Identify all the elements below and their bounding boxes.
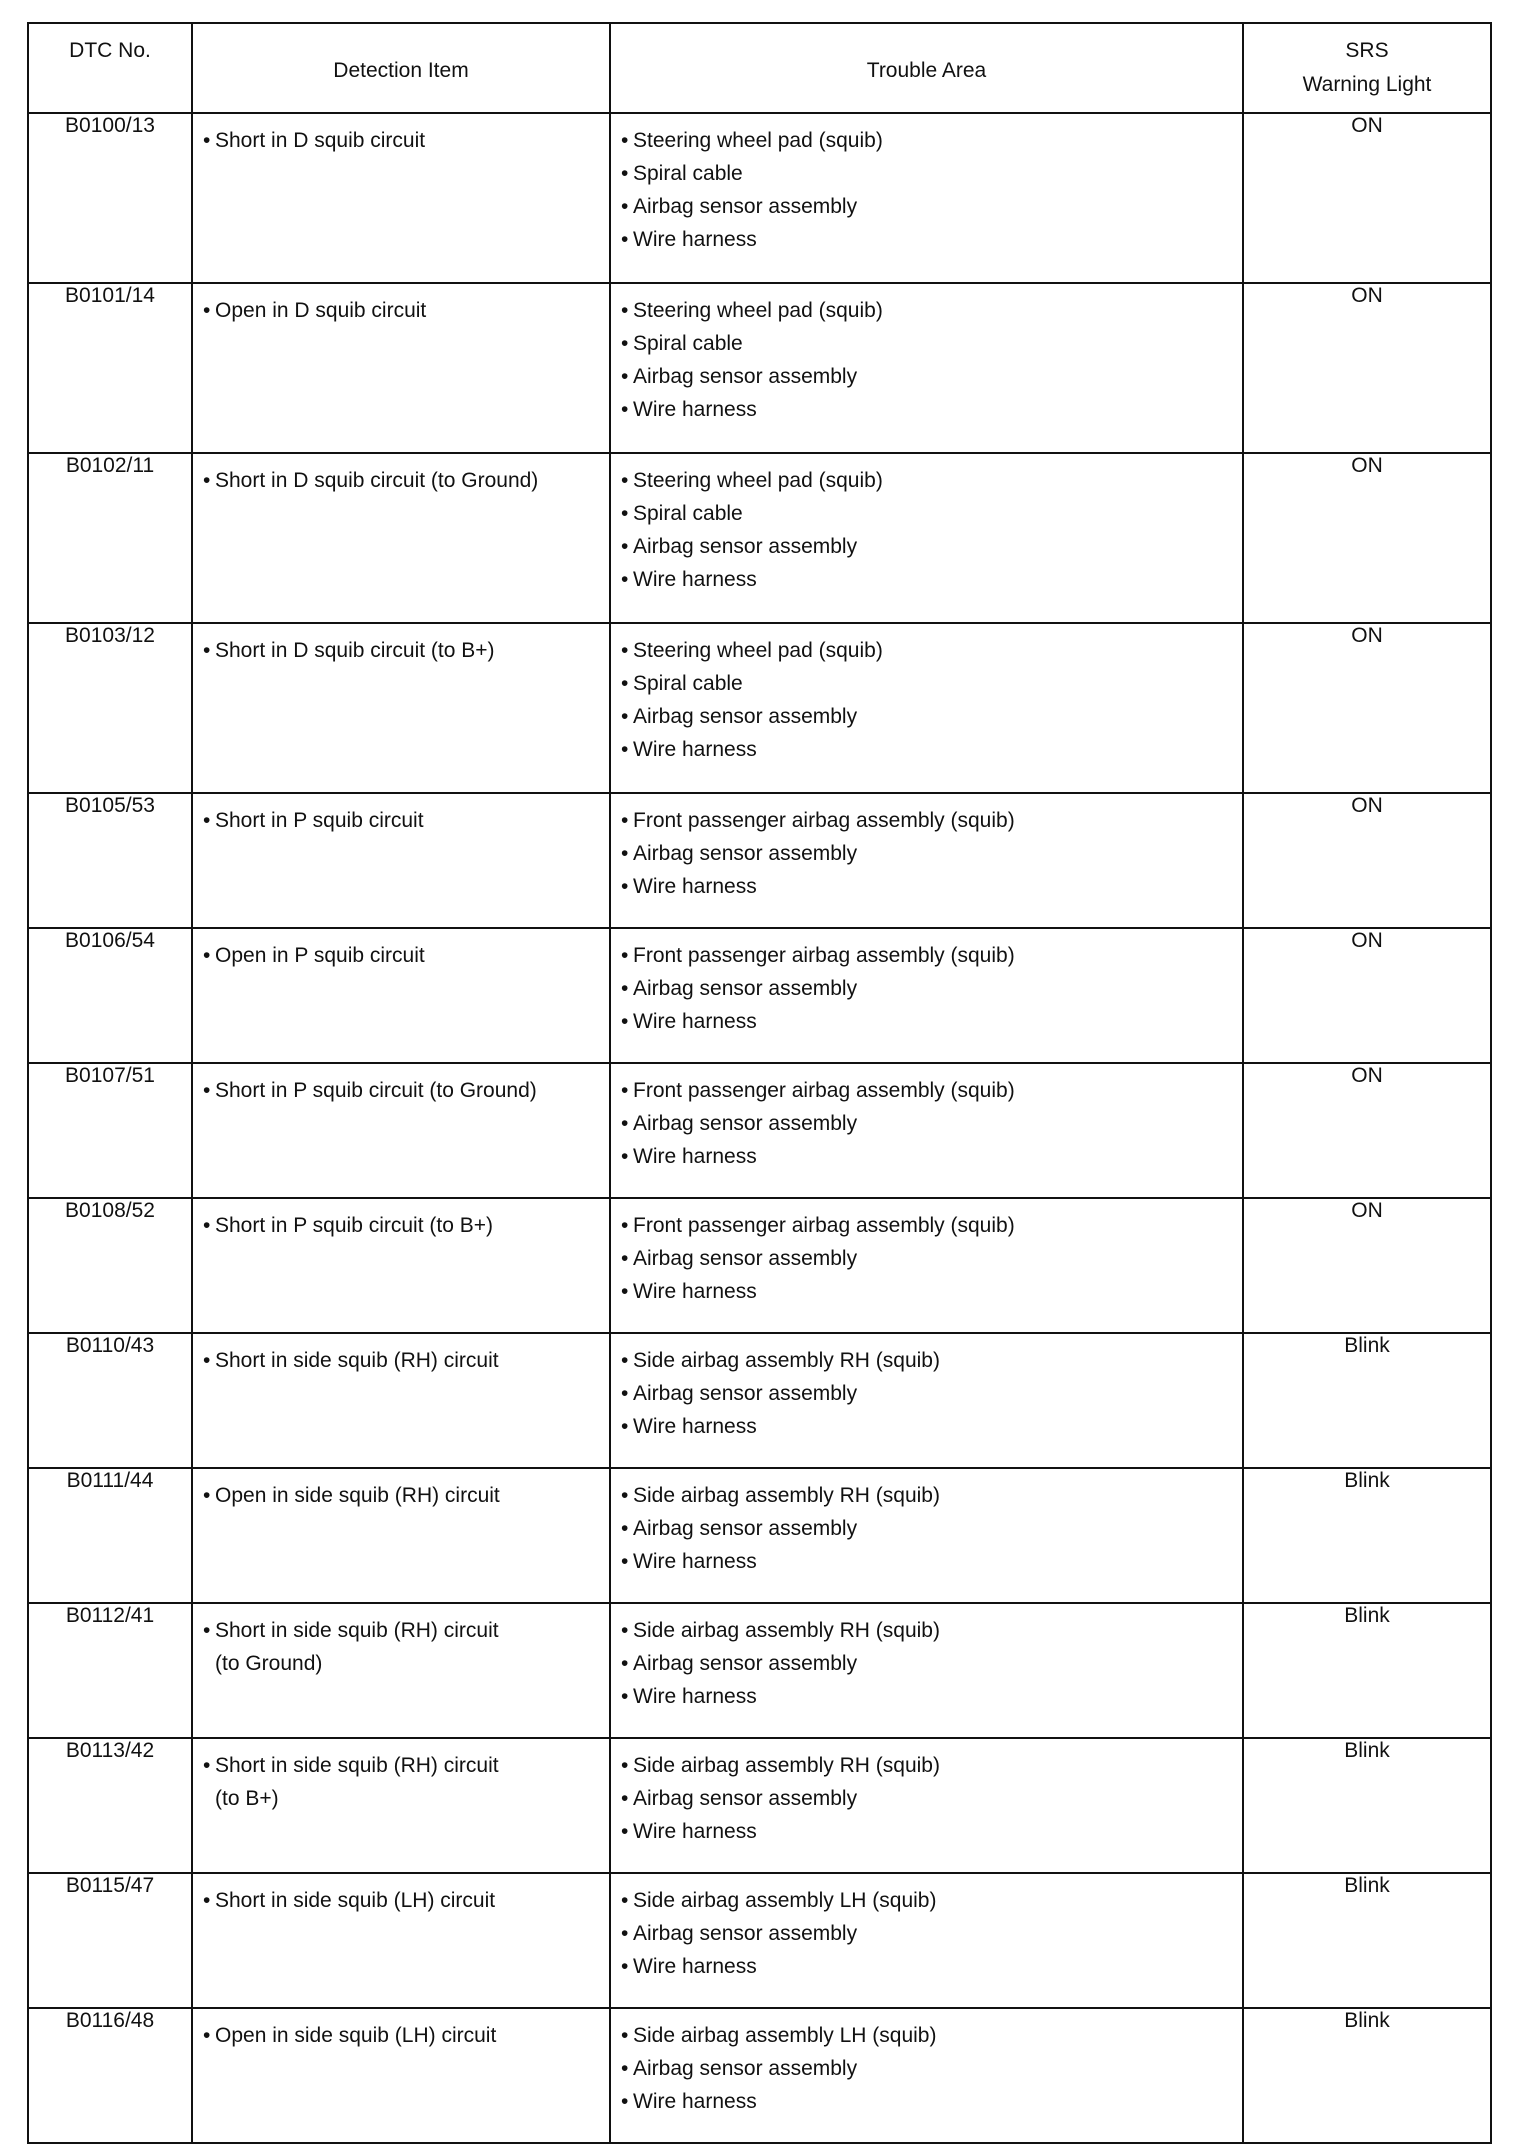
- trouble-area-cell: [610, 1738, 1243, 1873]
- bullet-glyph: •: [621, 1112, 629, 1135]
- trouble-area-cell: [610, 928, 1243, 1063]
- trouble-area-text: Side airbag assembly RH (squib): [633, 1754, 940, 1777]
- trouble-area-text: Wire harness: [633, 2090, 757, 2113]
- dtc-code-cell: B0111/44: [28, 1468, 192, 1603]
- trouble-area-cell: [610, 1333, 1243, 1468]
- trouble-area-item: [621, 563, 1242, 596]
- table-row: [28, 623, 1491, 793]
- detection-item-text: Short in P squib circuit (to Ground): [215, 1079, 537, 1102]
- bullet-glyph: •: [203, 2024, 211, 2047]
- detection-item-cell: [192, 623, 610, 793]
- trouble-area-item: [621, 1512, 1242, 1545]
- trouble-area-item: [621, 1140, 1242, 1173]
- trouble-area-cell: [610, 1198, 1243, 1333]
- detection-item-text: (to Ground): [215, 1652, 323, 1675]
- trouble-area-item: [621, 2085, 1242, 2118]
- detection-item-text: Short in side squib (RH) circuit: [215, 1349, 499, 1372]
- table-row: [28, 283, 1491, 453]
- dtc-code-cell: B0108/52: [28, 1198, 192, 1333]
- trouble-area-text: Airbag sensor assembly: [633, 195, 858, 218]
- bullet-glyph: •: [621, 738, 629, 761]
- trouble-area-text: Side airbag assembly RH (squib): [633, 1349, 940, 1372]
- trouble-area-item: [621, 464, 1242, 497]
- srs-warning-light-cell: Blink: [1243, 1873, 1491, 2008]
- bullet-glyph: •: [621, 1079, 629, 1102]
- header-srs-warning-light: [1243, 23, 1491, 113]
- trouble-area-item: [621, 804, 1242, 837]
- trouble-area-cell: [610, 1603, 1243, 1738]
- trouble-area-item: [621, 972, 1242, 1005]
- bullet-glyph: •: [621, 1145, 629, 1168]
- trouble-area-item: [621, 1749, 1242, 1782]
- bullet-glyph: •: [203, 1754, 211, 1777]
- detection-item-line: [203, 1074, 609, 1107]
- detection-item-cell: [192, 1738, 610, 1873]
- trouble-area-cell: [610, 113, 1243, 283]
- trouble-area-cell: [610, 623, 1243, 793]
- bullet-glyph: •: [621, 469, 629, 492]
- trouble-area-item: [621, 1950, 1242, 1983]
- bullet-glyph: •: [621, 2057, 629, 2080]
- table-row: [28, 1198, 1491, 1333]
- trouble-area-text: Wire harness: [633, 568, 757, 591]
- header-trouble-area-label: Trouble Area: [866, 59, 987, 82]
- trouble-area-text: Wire harness: [633, 398, 757, 421]
- srs-warning-light-cell: ON: [1243, 283, 1491, 453]
- trouble-area-text: Steering wheel pad (squib): [633, 469, 883, 492]
- table-row: [28, 793, 1491, 928]
- detection-item-text: Open in P squib circuit: [215, 944, 425, 967]
- trouble-area-item: [621, 1005, 1242, 1038]
- trouble-area-item: [621, 1884, 1242, 1917]
- trouble-area-text: Airbag sensor assembly: [633, 842, 858, 865]
- trouble-area-text: Wire harness: [633, 875, 757, 898]
- dtc-code-cell: B0100/13: [28, 113, 192, 283]
- dtc-document: [27, 22, 1492, 2144]
- dtc-code-cell: B0103/12: [28, 623, 192, 793]
- bullet-glyph: •: [621, 535, 629, 558]
- bullet-glyph: •: [621, 365, 629, 388]
- trouble-area-cell: [610, 1873, 1243, 2008]
- bullet-glyph: •: [203, 1619, 211, 1642]
- trouble-area-item: [621, 1275, 1242, 1308]
- trouble-area-text: Wire harness: [633, 738, 757, 761]
- bullet-glyph: •: [621, 1382, 629, 1405]
- trouble-area-text: Front passenger airbag assembly (squib): [633, 1214, 1015, 1237]
- detection-item-text: Short in side squib (LH) circuit: [215, 1889, 496, 1912]
- header-dtc-no-label: DTC No.: [69, 39, 151, 62]
- bullet-glyph: •: [621, 639, 629, 662]
- table-row: [28, 1063, 1491, 1198]
- trouble-area-text: Spiral cable: [633, 162, 743, 185]
- header-detection-item-label: Detection Item: [333, 59, 469, 82]
- trouble-area-text: Airbag sensor assembly: [633, 1112, 858, 1135]
- bullet-glyph: •: [621, 1922, 629, 1945]
- detection-item-cell: [192, 283, 610, 453]
- trouble-area-cell: [610, 793, 1243, 928]
- bullet-glyph: •: [621, 1550, 629, 1573]
- trouble-area-text: Side airbag assembly LH (squib): [633, 1889, 937, 1912]
- table-row: [28, 928, 1491, 1063]
- bullet-glyph: •: [203, 1889, 211, 1912]
- srs-warning-light-cell: Blink: [1243, 1603, 1491, 1738]
- dtc-code-cell: B0110/43: [28, 1333, 192, 1468]
- trouble-area-cell: [610, 1063, 1243, 1198]
- trouble-area-item: [621, 837, 1242, 870]
- detection-item-text: Short in D squib circuit (to Ground): [215, 469, 539, 492]
- trouble-area-text: Wire harness: [633, 1550, 757, 1573]
- table-row: [28, 453, 1491, 623]
- bullet-glyph: •: [621, 977, 629, 1000]
- trouble-area-item: [621, 223, 1242, 256]
- trouble-area-text: Front passenger airbag assembly (squib): [633, 809, 1015, 832]
- bullet-glyph: •: [621, 162, 629, 185]
- detection-item-line: [203, 634, 609, 667]
- table-row: [28, 1873, 1491, 2008]
- trouble-area-item: [621, 1209, 1242, 1242]
- header-srs-label: SRS: [1345, 39, 1389, 62]
- trouble-area-item: [621, 1074, 1242, 1107]
- trouble-area-text: Airbag sensor assembly: [633, 977, 858, 1000]
- header-warning-light-label: Warning Light: [1302, 73, 1432, 96]
- bullet-glyph: •: [621, 1517, 629, 1540]
- trouble-area-text: Side airbag assembly LH (squib): [633, 2024, 937, 2047]
- trouble-area-item: [621, 2019, 1242, 2052]
- detection-item-text: Short in D squib circuit (to B+): [215, 639, 495, 662]
- srs-warning-light-cell: ON: [1243, 928, 1491, 1063]
- table-header-row: [28, 23, 1491, 113]
- bullet-glyph: •: [621, 944, 629, 967]
- detection-item-cell: [192, 1333, 610, 1468]
- trouble-area-item: [621, 294, 1242, 327]
- header-detection-item: [192, 23, 610, 113]
- bullet-glyph: •: [621, 228, 629, 251]
- srs-warning-light-cell: Blink: [1243, 1468, 1491, 1603]
- detection-item-cell: [192, 793, 610, 928]
- bullet-glyph: •: [621, 1955, 629, 1978]
- detection-item-line: [203, 1209, 609, 1242]
- bullet-glyph: •: [621, 398, 629, 421]
- trouble-area-text: Airbag sensor assembly: [633, 1922, 858, 1945]
- trouble-area-item: [621, 1344, 1242, 1377]
- trouble-area-item: [621, 327, 1242, 360]
- table-row: [28, 1738, 1491, 1873]
- trouble-area-cell: [610, 283, 1243, 453]
- srs-warning-light-cell: ON: [1243, 793, 1491, 928]
- srs-warning-light-cell: ON: [1243, 1063, 1491, 1198]
- srs-warning-light-cell: ON: [1243, 623, 1491, 793]
- bullet-glyph: •: [621, 1685, 629, 1708]
- table-row: [28, 113, 1491, 283]
- srs-warning-light-cell: ON: [1243, 113, 1491, 283]
- bullet-glyph: •: [621, 1484, 629, 1507]
- bullet-glyph: •: [203, 1484, 211, 1507]
- detection-item-line: [203, 939, 609, 972]
- trouble-area-text: Airbag sensor assembly: [633, 1787, 858, 1810]
- trouble-area-text: Wire harness: [633, 1955, 757, 1978]
- detection-item-text: Short in D squib circuit: [215, 129, 426, 152]
- trouble-area-text: Airbag sensor assembly: [633, 1652, 858, 1675]
- trouble-area-item: [621, 497, 1242, 530]
- dtc-code-cell: B0107/51: [28, 1063, 192, 1198]
- trouble-area-item: [621, 2052, 1242, 2085]
- header-trouble-area: [610, 23, 1243, 113]
- dtc-code-cell: B0106/54: [28, 928, 192, 1063]
- table-row: [28, 1603, 1491, 1738]
- dtc-code-cell: B0113/42: [28, 1738, 192, 1873]
- trouble-area-item: [621, 1107, 1242, 1140]
- trouble-area-item: [621, 1614, 1242, 1647]
- trouble-area-text: Airbag sensor assembly: [633, 535, 858, 558]
- detection-item-cell: [192, 1468, 610, 1603]
- trouble-area-text: Spiral cable: [633, 502, 743, 525]
- trouble-area-text: Front passenger airbag assembly (squib): [633, 944, 1015, 967]
- detection-item-line: [203, 804, 609, 837]
- bullet-glyph: •: [621, 672, 629, 695]
- detection-item-line: [203, 1344, 609, 1377]
- header-dtc-no: [28, 23, 192, 113]
- trouble-area-text: Spiral cable: [633, 672, 743, 695]
- detection-item-line: [203, 1782, 609, 1815]
- trouble-area-item: [621, 634, 1242, 667]
- trouble-area-item: [621, 157, 1242, 190]
- bullet-glyph: •: [621, 1349, 629, 1372]
- bullet-glyph: •: [621, 1214, 629, 1237]
- detection-item-text: Short in side squib (RH) circuit: [215, 1754, 499, 1777]
- detection-item-cell: [192, 1603, 610, 1738]
- trouble-area-item: [621, 733, 1242, 766]
- detection-item-text: Short in P squib circuit (to B+): [215, 1214, 493, 1237]
- trouble-area-item: [621, 870, 1242, 903]
- trouble-area-text: Wire harness: [633, 1820, 757, 1843]
- trouble-area-cell: [610, 2008, 1243, 2143]
- trouble-area-text: Airbag sensor assembly: [633, 365, 858, 388]
- trouble-area-text: Spiral cable: [633, 332, 743, 355]
- bullet-glyph: •: [621, 2024, 629, 2047]
- bullet-glyph: •: [621, 1754, 629, 1777]
- detection-item-text: Short in side squib (RH) circuit: [215, 1619, 499, 1642]
- trouble-area-item: [621, 1917, 1242, 1950]
- trouble-area-text: Airbag sensor assembly: [633, 2057, 858, 2080]
- trouble-area-text: Airbag sensor assembly: [633, 705, 858, 728]
- trouble-area-item: [621, 124, 1242, 157]
- detection-item-line: [203, 2019, 609, 2052]
- bullet-glyph: •: [621, 2090, 629, 2113]
- trouble-area-item: [621, 360, 1242, 393]
- detection-item-line: [203, 1884, 609, 1917]
- trouble-area-cell: [610, 453, 1243, 623]
- dtc-code-cell: B0101/14: [28, 283, 192, 453]
- srs-warning-light-cell: Blink: [1243, 1333, 1491, 1468]
- dtc-code-cell: B0102/11: [28, 453, 192, 623]
- bullet-glyph: •: [621, 332, 629, 355]
- bullet-glyph: •: [203, 1214, 211, 1237]
- bullet-glyph: •: [203, 469, 211, 492]
- bullet-glyph: •: [621, 1652, 629, 1675]
- trouble-area-item: [621, 393, 1242, 426]
- bullet-glyph: •: [621, 299, 629, 322]
- bullet-glyph: •: [621, 1010, 629, 1033]
- trouble-area-text: Airbag sensor assembly: [633, 1247, 858, 1270]
- trouble-area-item: [621, 939, 1242, 972]
- bullet-glyph: •: [621, 705, 629, 728]
- trouble-area-item: [621, 1680, 1242, 1713]
- detection-item-cell: [192, 928, 610, 1063]
- detection-item-cell: [192, 1198, 610, 1333]
- detection-item-line: [203, 1647, 609, 1680]
- trouble-area-item: [621, 190, 1242, 223]
- detection-item-text: Short in P squib circuit: [215, 809, 424, 832]
- detection-item-line: [203, 1749, 609, 1782]
- bullet-glyph: •: [621, 1889, 629, 1912]
- trouble-area-item: [621, 1647, 1242, 1680]
- srs-warning-light-cell: ON: [1243, 453, 1491, 623]
- trouble-area-item: [621, 667, 1242, 700]
- detection-item-cell: [192, 1873, 610, 2008]
- trouble-area-text: Wire harness: [633, 1280, 757, 1303]
- trouble-area-text: Airbag sensor assembly: [633, 1382, 858, 1405]
- bullet-glyph: •: [203, 1349, 211, 1372]
- bullet-glyph: •: [203, 1079, 211, 1102]
- detection-item-text: Open in D squib circuit: [215, 299, 427, 322]
- detection-item-cell: [192, 2008, 610, 2143]
- bullet-glyph: •: [203, 639, 211, 662]
- srs-warning-light-cell: Blink: [1243, 2008, 1491, 2143]
- dtc-table: [27, 22, 1492, 2144]
- trouble-area-item: [621, 700, 1242, 733]
- detection-item-line: [203, 1479, 609, 1512]
- dtc-code-cell: B0116/48: [28, 2008, 192, 2143]
- detection-item-line: [203, 1614, 609, 1647]
- srs-warning-light-cell: ON: [1243, 1198, 1491, 1333]
- trouble-area-text: Wire harness: [633, 1010, 757, 1033]
- trouble-area-item: [621, 1242, 1242, 1275]
- trouble-area-text: Wire harness: [633, 1685, 757, 1708]
- detection-item-cell: [192, 453, 610, 623]
- bullet-glyph: •: [621, 809, 629, 832]
- srs-warning-light-cell: Blink: [1243, 1738, 1491, 1873]
- dtc-code-cell: B0112/41: [28, 1603, 192, 1738]
- bullet-glyph: •: [203, 129, 211, 152]
- bullet-glyph: •: [621, 129, 629, 152]
- table-body: [28, 113, 1491, 2143]
- dtc-code-cell: B0105/53: [28, 793, 192, 928]
- trouble-area-text: Wire harness: [633, 1145, 757, 1168]
- detection-item-cell: [192, 1063, 610, 1198]
- trouble-area-item: [621, 1377, 1242, 1410]
- trouble-area-item: [621, 1479, 1242, 1512]
- trouble-area-text: Steering wheel pad (squib): [633, 299, 883, 322]
- trouble-area-item: [621, 1815, 1242, 1848]
- detection-item-cell: [192, 113, 610, 283]
- table-row: [28, 1468, 1491, 1603]
- trouble-area-item: [621, 1410, 1242, 1443]
- bullet-glyph: •: [203, 809, 211, 832]
- bullet-glyph: •: [621, 1247, 629, 1270]
- trouble-area-cell: [610, 1468, 1243, 1603]
- trouble-area-item: [621, 1545, 1242, 1578]
- trouble-area-item: [621, 530, 1242, 563]
- detection-item-line: [203, 294, 609, 327]
- dtc-code-cell: B0115/47: [28, 1873, 192, 2008]
- trouble-area-text: Front passenger airbag assembly (squib): [633, 1079, 1015, 1102]
- bullet-glyph: •: [621, 502, 629, 525]
- trouble-area-text: Airbag sensor assembly: [633, 1517, 858, 1540]
- trouble-area-text: Side airbag assembly RH (squib): [633, 1484, 940, 1507]
- trouble-area-text: Steering wheel pad (squib): [633, 129, 883, 152]
- trouble-area-text: Wire harness: [633, 228, 757, 251]
- detection-item-text: Open in side squib (LH) circuit: [215, 2024, 497, 2047]
- table-row: [28, 2008, 1491, 2143]
- detection-item-line: [203, 124, 609, 157]
- bullet-glyph: •: [621, 1415, 629, 1438]
- trouble-area-text: Side airbag assembly RH (squib): [633, 1619, 940, 1642]
- bullet-glyph: •: [621, 875, 629, 898]
- trouble-area-text: Wire harness: [633, 1415, 757, 1438]
- bullet-glyph: •: [621, 195, 629, 218]
- table-row: [28, 1333, 1491, 1468]
- bullet-glyph: •: [621, 1820, 629, 1843]
- detection-item-text: (to B+): [215, 1787, 279, 1810]
- bullet-glyph: •: [621, 842, 629, 865]
- bullet-glyph: •: [203, 944, 211, 967]
- trouble-area-item: [621, 1782, 1242, 1815]
- bullet-glyph: •: [203, 299, 211, 322]
- detection-item-text: Open in side squib (RH) circuit: [215, 1484, 500, 1507]
- detection-item-line: [203, 464, 609, 497]
- bullet-glyph: •: [621, 568, 629, 591]
- trouble-area-text: Steering wheel pad (squib): [633, 639, 883, 662]
- bullet-glyph: •: [621, 1280, 629, 1303]
- bullet-glyph: •: [621, 1787, 629, 1810]
- bullet-glyph: •: [621, 1619, 629, 1642]
